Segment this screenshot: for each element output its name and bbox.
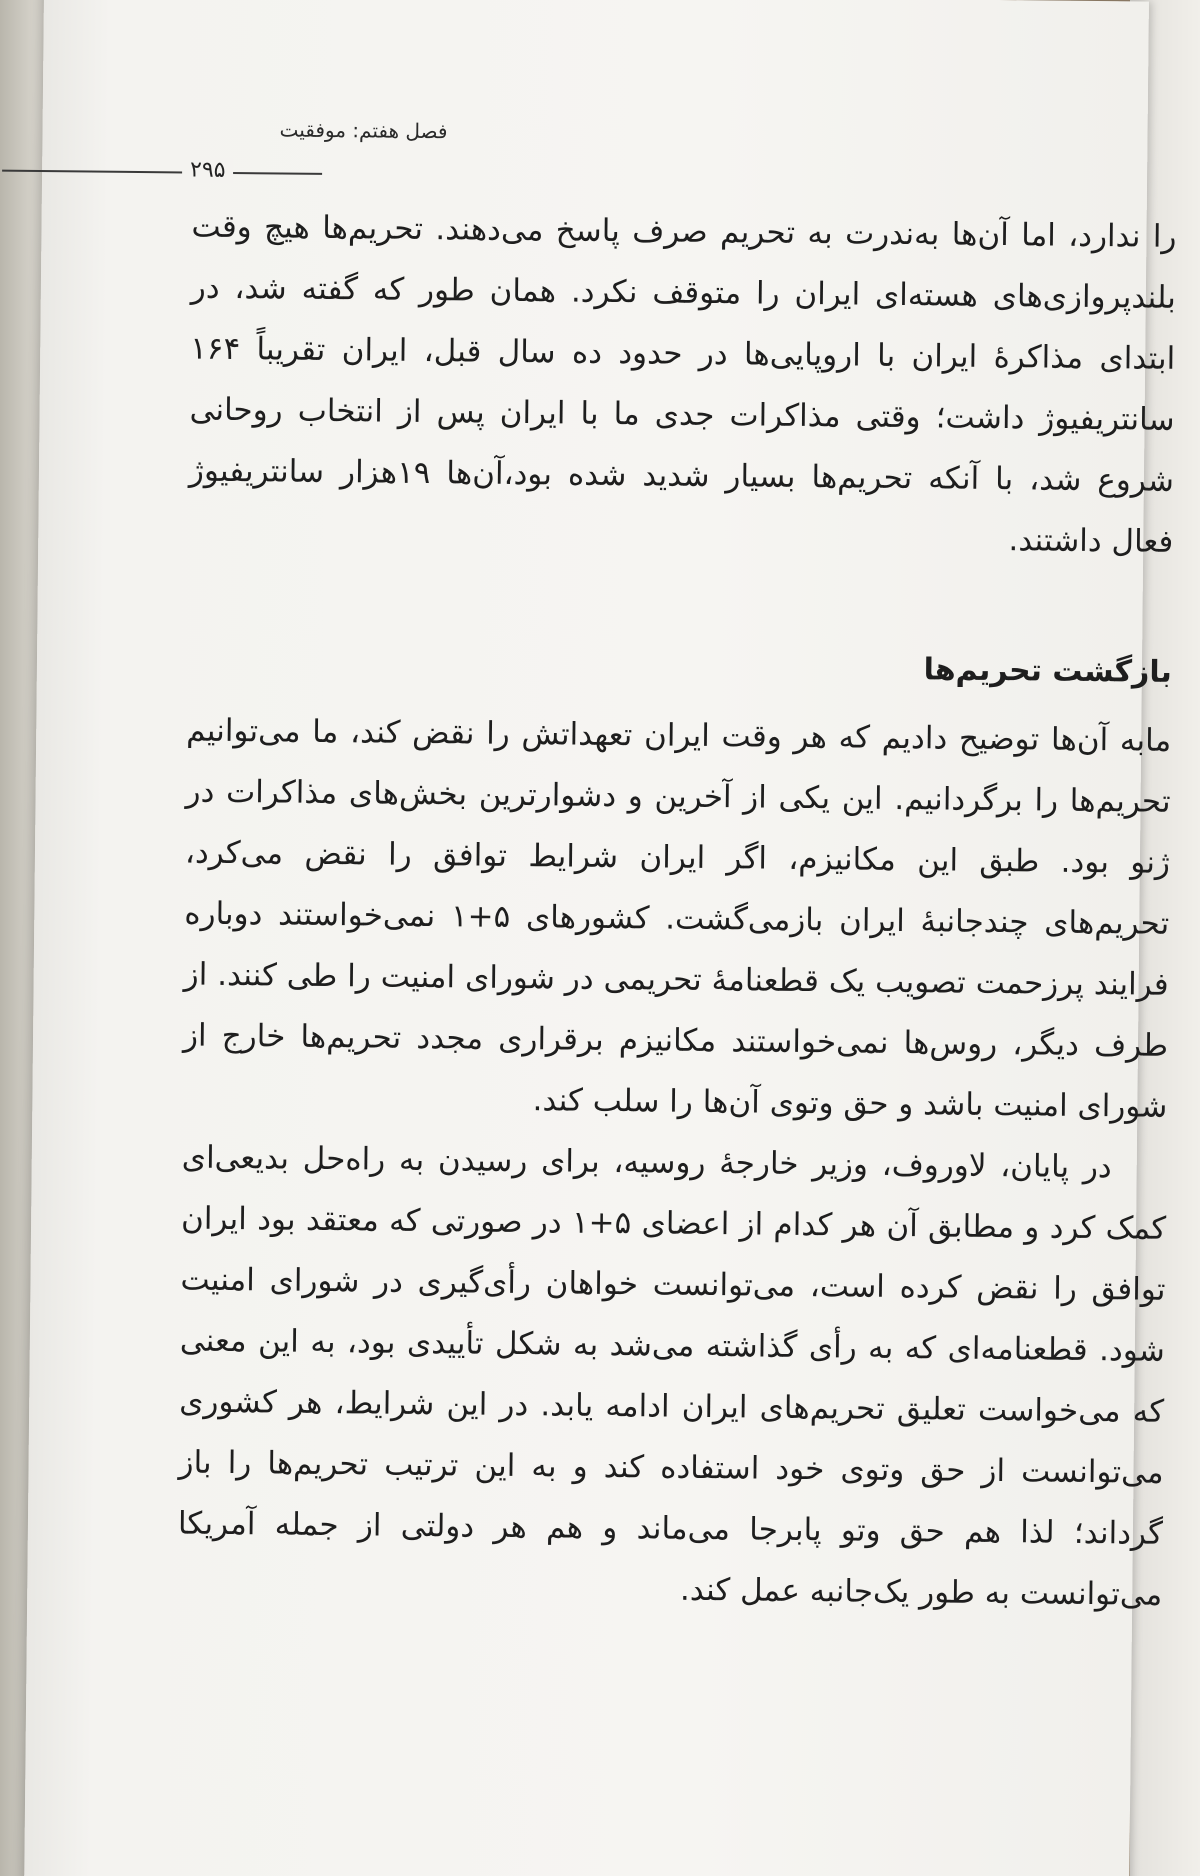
body-text <box>177 197 1177 1626</box>
page-number: ۲۹۵ <box>182 157 234 183</box>
running-header <box>280 117 448 143</box>
paragraph-2: مابه آن‌ها توضیح دادیم که هر وقت ایران تعهداتش را نقض کند، ما می‌توانیم تحریم‌ها را برگردانیم. این یکی از آخرین و دشوارترین بخش‌های مذاکرات در ژنو بود. طبق این مکانیزم، اگر ایران شرایط توافق را نقض می‌کرد، تحریم‌های چندجانبهٔ ایران بازمی‌گشت. کشورهای ۵+۱ نمی‌خواستند دوباره فرایند پرزحمت تصویب یک قطعنامهٔ تحریمی در شورای امنیت را طی کنند. از طرف دیگر، روس‌ها نمی‌خواستند مکانیزم برقراری مجدد تحریم‌ها خارج از شورای امنیت باشد و حق وتوی آن‌ها را سلب کند. <box>182 712 1172 1125</box>
paragraph-3: در پایان، لاوروف، وزیر خارجهٔ روسیه، برای رسیدن به راه‌حل بدیعی‌ای کمک کرد و مطابق آن هر کدام از اعضای ۵+۱ در صورتی که معتقد بود ایران توافق را نقض کرده است، می‌توانست خواهان رأی‌گیری در شورای امنیت شود. قطعنامه‌ای که به رأی گذاشته می‌شد به شکل تأییدی بود، به این معنی که می‌خواست تعلیق تحریم‌های ایران ادامه یابد. در این شرایط، هر کشوری می‌توانست از حق وتوی خود استفاده کند و به این ترتیب تحریم‌ها را باز گرداند؛ لذا هم حق وتو پابرجا می‌ماند و هم هر دولتی از جمله آمریکا می‌توانست به طور یک‌جانبه عمل کند. <box>177 1139 1167 1613</box>
book-page <box>24 0 1177 1876</box>
chapter-title: فصل هفتم: موفقیت <box>279 117 448 144</box>
paragraph-1: را ندارد، اما آن‌ها به‌ندرت به تحریم صرف پاسخ می‌دهند. تحریم‌ها هیچ وقت بلندپروازی‌های هسته‌ای ایران را متوقف نکرد. همان طور که گفته شد، در ابتدای مذاکرهٔ ایران با اروپایی‌ها در حدود ده سال قبل، ایران تقریباً ۱۶۴ سانتریفیوژ داشت؛ وقتی مذاکرات جدی ما با ایران پس از انتخاب روحانی شروع شد، با آنکه تحریم‌ها بسیار شدید شده بود،آن‌ها ۱۹هزار سانتریفیوژ فعال داشتند. <box>188 208 1177 560</box>
header-rule <box>2 170 322 175</box>
section-heading: بازگشت تحریم‌ها <box>923 652 1173 690</box>
